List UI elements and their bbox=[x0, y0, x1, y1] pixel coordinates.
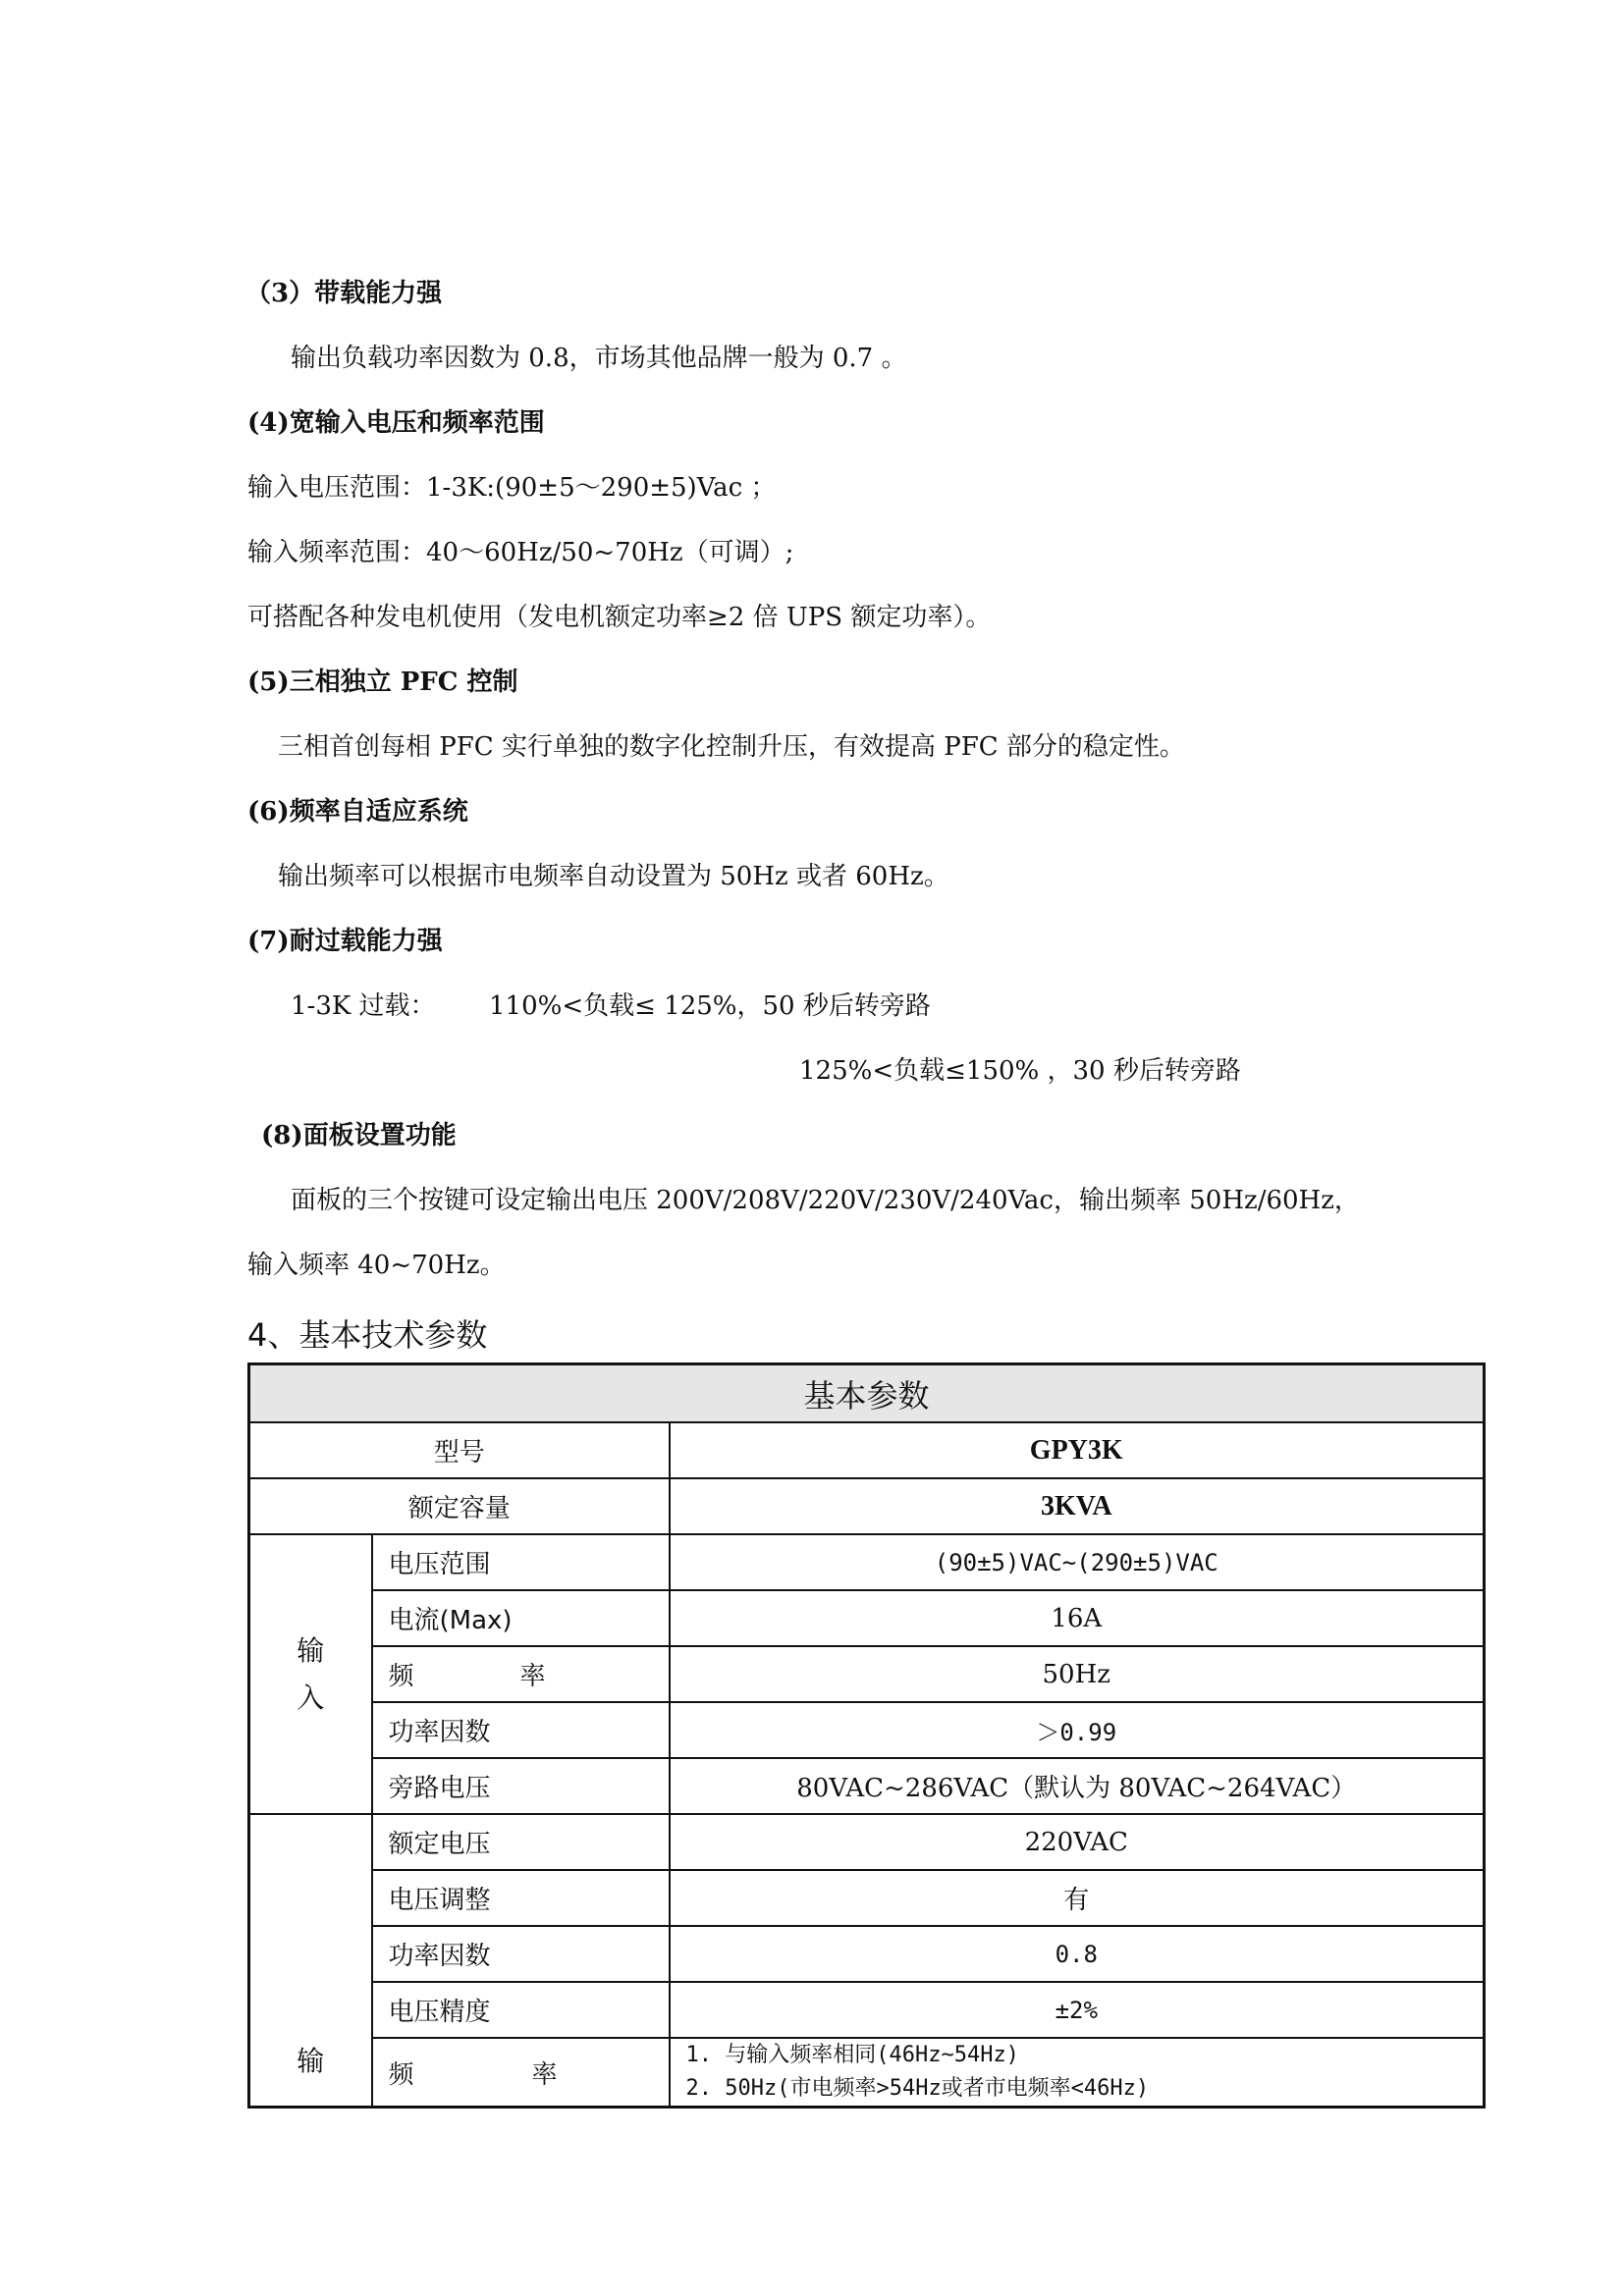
row-label-part: 频 bbox=[388, 1662, 414, 1691]
row-label: 功率因数 bbox=[372, 1926, 670, 1982]
row-label-part: 率 bbox=[519, 1662, 546, 1691]
output-frequency-line: 1. 与输入频率相同(46Hz~54Hz) bbox=[685, 2043, 1019, 2067]
row-value: 220VAC bbox=[670, 1814, 1485, 1870]
row-value: 有 bbox=[670, 1870, 1485, 1926]
section-6-heading: (6)频率自适应系统 bbox=[247, 797, 468, 827]
table-row bbox=[249, 1982, 1485, 2038]
row-label bbox=[372, 2038, 670, 2108]
section-7-heading: (7)耐过载能力强 bbox=[247, 927, 443, 956]
row-label: 电压范围 bbox=[372, 1534, 670, 1590]
output-group-char1: 输 bbox=[297, 2044, 325, 2077]
capacity-value: 3KVA bbox=[670, 1478, 1485, 1534]
table-row bbox=[249, 1534, 1485, 1590]
section-5-body: 三相首创每相 PFC 实行单独的数字化控制升压，有效提高 PFC 部分的稳定性。 bbox=[278, 732, 1185, 762]
capacity-label: 额定容量 bbox=[249, 1478, 670, 1534]
row-value: 50Hz bbox=[670, 1646, 1485, 1702]
row-label: 功率因数 bbox=[372, 1702, 670, 1758]
section-3-heading: （3）带载能力强 bbox=[245, 279, 443, 308]
section-8-line2: 输入频率 40~70Hz。 bbox=[247, 1251, 506, 1280]
section-7-line1: 110%<负载≤ 125%，50 秒后转旁路 bbox=[489, 991, 931, 1021]
section-8-heading: (8)面板设置功能 bbox=[261, 1121, 457, 1150]
table-row bbox=[249, 1646, 1485, 1702]
table-row bbox=[249, 2038, 1485, 2108]
table-row bbox=[249, 1702, 1485, 1758]
row-value: 0.8 bbox=[670, 1926, 1485, 1982]
row-label: 电压调整 bbox=[372, 1870, 670, 1926]
input-group-char1: 输 bbox=[297, 1633, 325, 1667]
row-value: 80VAC~286VAC（默认为 80VAC~264VAC） bbox=[670, 1758, 1485, 1814]
input-group-char2: 入 bbox=[297, 1681, 325, 1714]
row-value: 16A bbox=[670, 1590, 1485, 1646]
section-3-body: 输出负载功率因数为 0.8，市场其他品牌一般为 0.7 。 bbox=[291, 344, 907, 373]
section-7-label: 1-3K 过载： bbox=[291, 991, 436, 1021]
table-row bbox=[249, 1870, 1485, 1926]
model-label: 型号 bbox=[249, 1422, 670, 1478]
row-value: (90±5)VAC~(290±5)VAC bbox=[670, 1534, 1485, 1590]
row-value: ±2% bbox=[670, 1982, 1485, 2038]
section-5-heading: (5)三相独立 PFC 控制 bbox=[247, 667, 518, 697]
table-section-heading: 4、基本技术参数 bbox=[247, 1316, 488, 1354]
section-4-line2: 输入频率范围：40～60Hz/50~70Hz（可调）; bbox=[247, 538, 794, 567]
row-label: 电压精度 bbox=[372, 1982, 670, 2038]
table-row bbox=[249, 1758, 1485, 1814]
section-7-line2: 125%<负载≤150% ，30 秒后转旁路 bbox=[799, 1056, 1241, 1086]
row-label bbox=[372, 1646, 670, 1702]
table-row bbox=[249, 1814, 1485, 1870]
table-row bbox=[249, 1590, 1485, 1646]
row-label: 额定电压 bbox=[372, 1814, 670, 1870]
spec-table bbox=[247, 1362, 1486, 2109]
table-row bbox=[249, 1926, 1485, 1982]
table-title: 基本参数 bbox=[249, 1364, 1485, 1423]
table-row bbox=[249, 1422, 1485, 1478]
row-value: ＞0.99 bbox=[670, 1702, 1485, 1758]
row-label: 电流(Max) bbox=[372, 1590, 670, 1646]
input-group-label bbox=[249, 1534, 372, 1814]
row-label-part: 频 bbox=[388, 2059, 414, 2090]
output-frequency-line: 2. 50Hz(市电频率>54Hz或者市电频率<46Hz) bbox=[685, 2076, 1150, 2102]
section-8-line1: 面板的三个按键可设定输出电压 200V/208V/220V/230V/240Vac，输出频率 50Hz/60Hz， bbox=[291, 1186, 1360, 1215]
section-4-line1: 输入电压范围：1-3K:(90±5～290±5)Vac ； bbox=[247, 473, 777, 503]
row-label: 旁路电压 bbox=[372, 1758, 670, 1814]
row-label-part: 率 bbox=[531, 2059, 558, 2090]
table-row bbox=[249, 1364, 1485, 1423]
output-group-label bbox=[249, 1814, 372, 2108]
table-row bbox=[249, 1478, 1485, 1534]
model-value: GPY3K bbox=[670, 1422, 1485, 1478]
section-4-heading: (4)宽输入电压和频率范围 bbox=[247, 408, 545, 438]
section-4-line3: 可搭配各种发电机使用（发电机额定功率≥2 倍 UPS 额定功率）。 bbox=[247, 603, 992, 632]
output-frequency-value bbox=[670, 2038, 1485, 2108]
section-6-body: 输出频率可以根据市电频率自动设置为 50Hz 或者 60Hz。 bbox=[278, 862, 949, 891]
